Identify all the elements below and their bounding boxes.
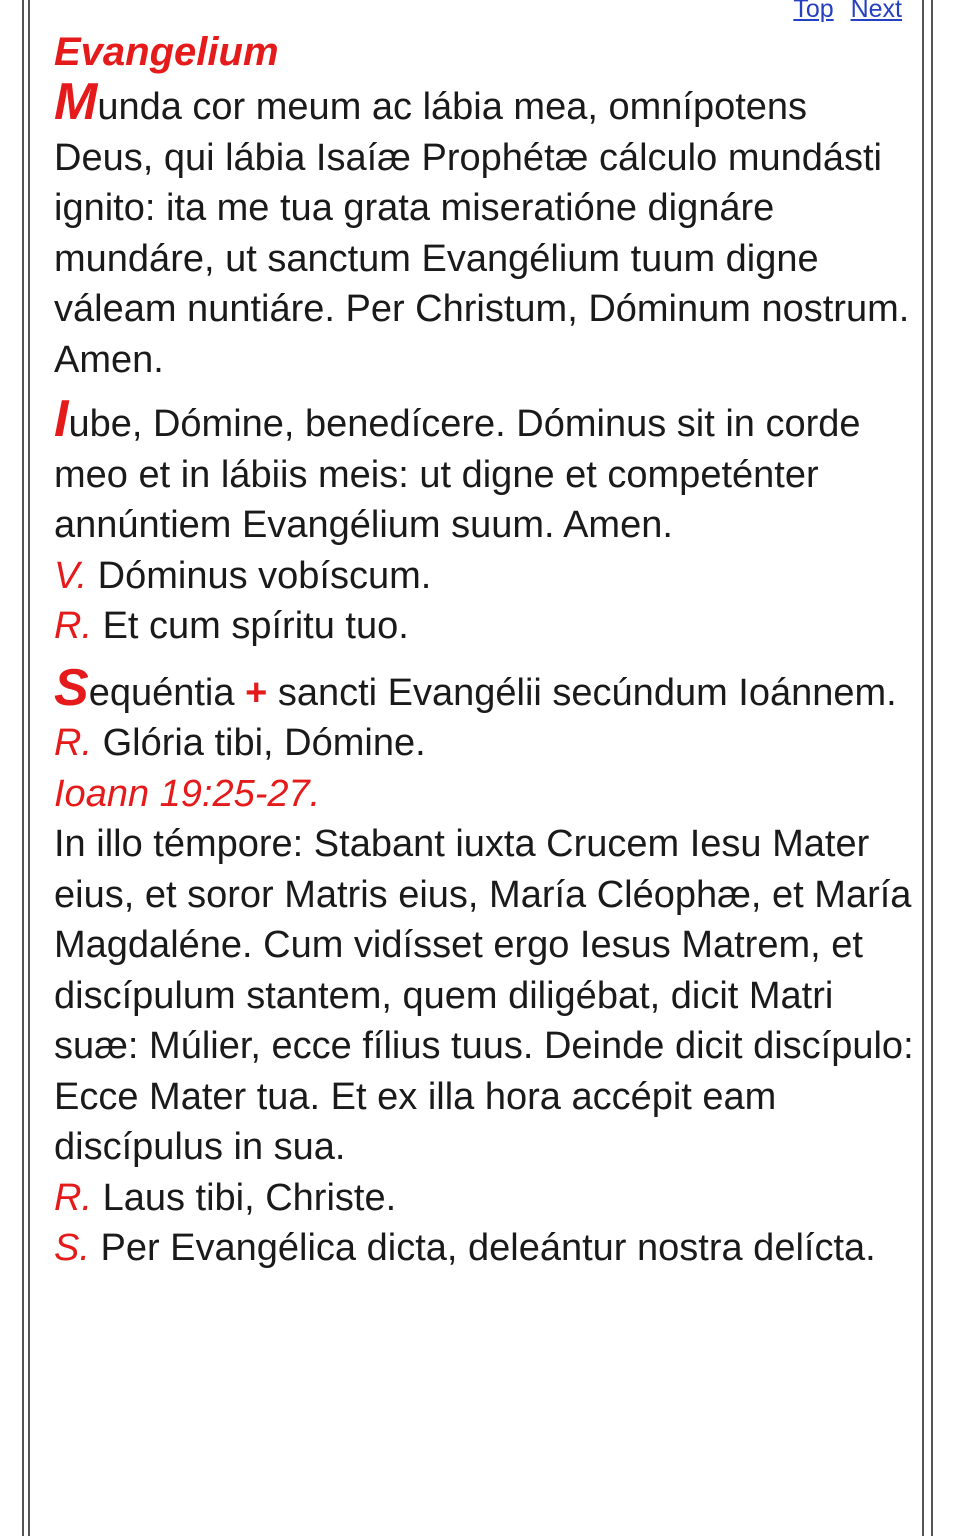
top-link[interactable]: Top bbox=[793, 0, 834, 23]
sequence-line bbox=[54, 658, 914, 719]
frame-right-outer bbox=[931, 0, 933, 1536]
drop-initial: M bbox=[54, 73, 98, 131]
versicle-mark: V. bbox=[54, 554, 88, 597]
prayer-text: ube, Dómine, benedícere. Dóminus sit in corde meo et in lábiis meis: ut digne et competénter annúntiem Evangélium suum. Amen. bbox=[54, 403, 861, 546]
response-mark: R. bbox=[54, 605, 92, 647]
scripture-reference: Ioann 19:25-27. bbox=[54, 772, 321, 815]
response-text: Et cum spíritu tuo. bbox=[102, 605, 409, 647]
frame-left-outer bbox=[22, 0, 24, 1536]
section-heading: Evangelium bbox=[54, 30, 279, 74]
response-line bbox=[54, 718, 914, 769]
sacerdos-text: Per Evangélica dicta, deleántur nostra delícta. bbox=[100, 1227, 876, 1269]
drop-initial: I bbox=[54, 390, 69, 448]
response-text: Glória tibi, Dómine. bbox=[102, 722, 426, 764]
response-line bbox=[54, 1173, 914, 1224]
response-line bbox=[54, 601, 914, 652]
gospel-text: In illo témpore: Stabant iuxta Crucem Iesu Mater eius, et soror Matris eius, María Cléophæ, et María Magdaléne. Cum vidísset ergo Iesus Matrem, et discípulum stantem, quem diligébat, dicit Matri suæ: Múlier, ecce fílius tuus. Deinde dicit discípulo: Ecce Mater tua. Et ex illa hora accépit eam discípulus in sua. bbox=[54, 823, 914, 1168]
response-mark: R. bbox=[54, 722, 92, 764]
prayer-text: unda cor meum ac lábia mea, omnípotens Deus, qui lábia Isaíæ Prophétæ cálculo mundásti ignito: ita me tua grata miseratióne dignáre mundáre, ut sanctum Evangélium tuum digne váleam nuntiáre. Per Christum, Dóminum nostrum. Amen. bbox=[54, 86, 910, 381]
section-nav bbox=[783, 0, 902, 24]
sequence-text-before: equéntia bbox=[88, 671, 235, 714]
drop-initial: S bbox=[54, 658, 89, 717]
cross-icon: + bbox=[245, 671, 268, 714]
sacerdos-line bbox=[54, 1223, 914, 1274]
prayer-iube-domine bbox=[54, 390, 914, 551]
versicle-text: Dóminus vobíscum. bbox=[97, 554, 432, 597]
response-mark: R. bbox=[54, 1176, 92, 1219]
frame-right-inner bbox=[922, 0, 924, 1536]
next-link[interactable]: Next bbox=[850, 0, 902, 23]
mass-text bbox=[54, 24, 914, 1274]
versicle-line bbox=[54, 551, 914, 602]
prayer-munda-cor bbox=[54, 73, 914, 385]
sacerdos-mark: S. bbox=[54, 1227, 90, 1269]
response-text: Laus tibi, Christe. bbox=[102, 1176, 397, 1219]
frame-left-inner bbox=[28, 0, 30, 1536]
sequence-text-after: sancti Evangélii secúndum Ioánnem. bbox=[277, 671, 897, 714]
